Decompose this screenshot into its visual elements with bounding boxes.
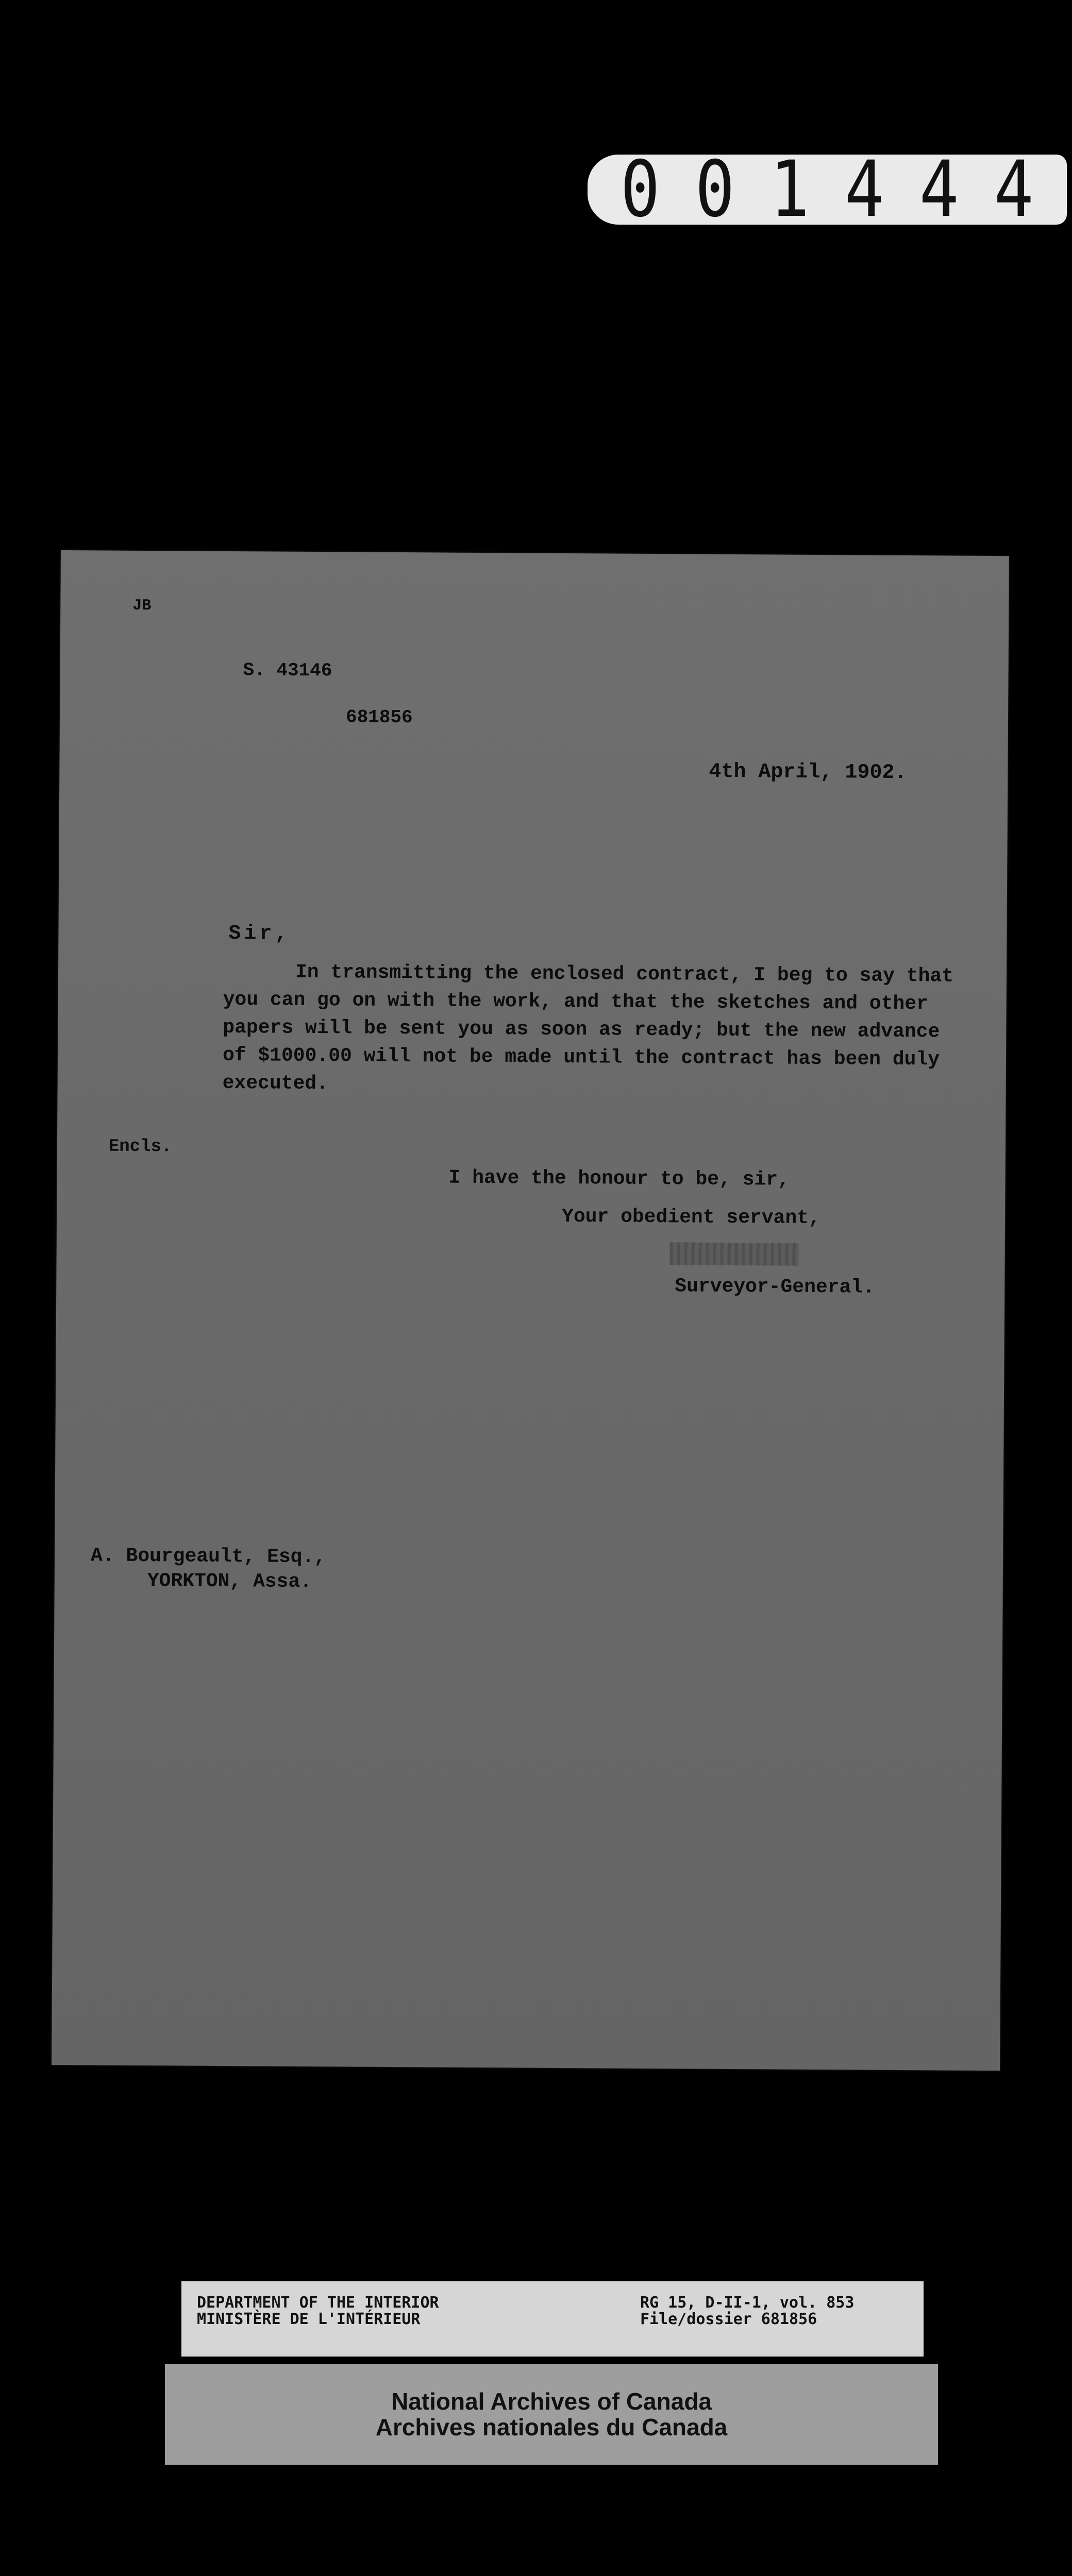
body-line: executed.	[222, 1072, 329, 1095]
record-group: RG 15, D-II-1, vol. 853	[640, 2294, 855, 2312]
frame-number-strip	[588, 145, 1067, 234]
signature-title: Surveyor-General.	[675, 1275, 875, 1299]
letter-date: 4th April, 1902.	[709, 760, 907, 785]
frame-digit: 0	[621, 145, 660, 234]
file-dossier: File/dossier 681856	[640, 2310, 817, 2328]
archives-name-en: National Archives of Canada	[391, 2388, 712, 2415]
frame-digit: 4	[845, 145, 884, 234]
file-reference-number: 681856	[345, 706, 413, 728]
frame-digit: 4	[994, 145, 1034, 234]
addressee-name: A. Bourgeault, Esq.,	[90, 1545, 326, 1569]
frame-digit: 1	[770, 145, 810, 234]
body-line: papers will be sent you as soon as ready; but the new advance	[223, 1016, 940, 1043]
salutation: Sir,	[228, 922, 291, 946]
typist-initials: JB	[132, 597, 152, 615]
body-line: In transmitting the enclosed contract, I beg to say that	[295, 961, 954, 988]
frame-digit: 4	[919, 145, 959, 234]
archive-reference-label	[181, 2281, 924, 2357]
addressee-place: YORKTON, Assa.	[147, 1570, 312, 1594]
enclosures-note: Encls.	[108, 1137, 172, 1157]
body-line: you can go on with the work, and that the sketches and other	[223, 988, 929, 1015]
department-fr: MINISTÈRE DE L'INTÉRIEUR	[197, 2310, 421, 2328]
signature-stamp	[670, 1242, 799, 1266]
archives-name-fr: Archives nationales du Canada	[375, 2414, 728, 2441]
department-en: DEPARTMENT OF THE INTERIOR	[197, 2294, 439, 2312]
closing-line: I have the honour to be, sir,	[448, 1166, 790, 1191]
file-reference-s: S. 43146	[243, 659, 332, 682]
frame-digit: 0	[695, 145, 735, 234]
body-line: of $1000.00 will not be made until the contract has been duly	[222, 1044, 940, 1071]
letter-body	[222, 958, 954, 1101]
letter-page	[52, 550, 1009, 2071]
national-archives-banner	[165, 2364, 938, 2465]
servant-line: Your obedient servant,	[561, 1205, 820, 1230]
